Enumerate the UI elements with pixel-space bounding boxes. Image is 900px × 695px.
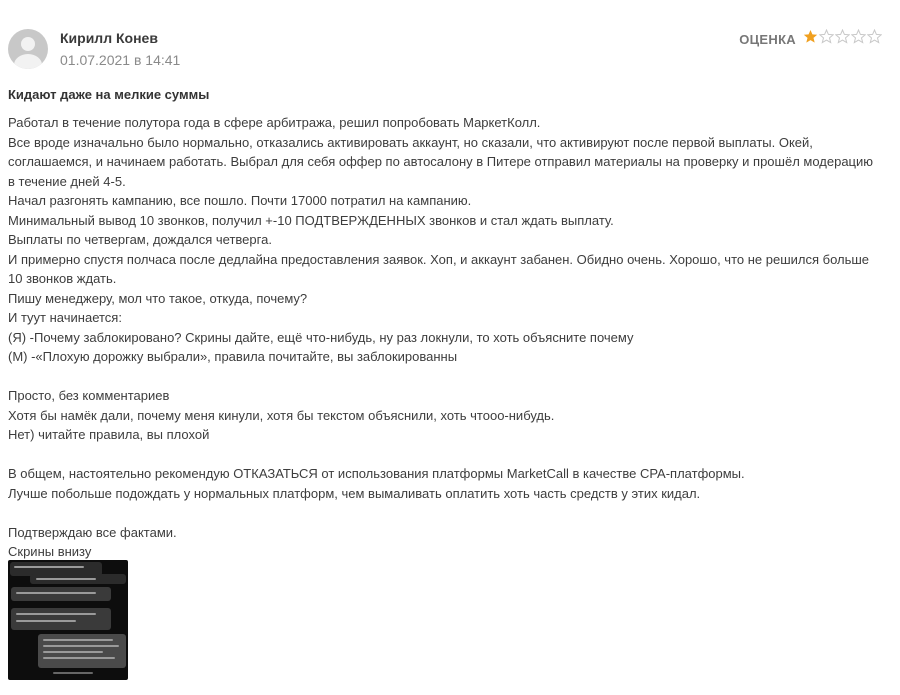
review-paragraph: Начал разгонять кампанию, все пошло. Почти 17000 потратил на кампанию. (8, 193, 472, 208)
review-paragraph: Работал в течение полутора года в сфере арбитража, решил попробовать МаркетКолл. (8, 115, 541, 130)
user-avatar-icon[interactable] (8, 29, 48, 69)
rating-stars (802, 29, 882, 49)
star-empty-icon (867, 29, 882, 44)
review-paragraph: Хотя бы намёк дали, почему меня кинули, хотя бы текстом объяснили, хоть чтооо-нибудь. (8, 407, 555, 423)
review-date: 01.07.2021 в 14:41 (60, 52, 181, 68)
review-text (8, 113, 883, 562)
author-name[interactable]: Кирилл Конев (60, 30, 158, 46)
review-paragraph: В общем, настоятельно рекомендую ОТКАЗАТЬСЯ от использования платформы MarketCall в качестве CPA-платформы. (8, 466, 745, 481)
review-paragraph: Подтверждаю все фактами. (8, 524, 177, 540)
review-paragraph: Лучше побольше подождать у нормальных платформ, чем вымаливать оплатить хоть часть средств у этих кидал. (8, 485, 701, 501)
review-paragraph: Выплаты по четвергам, дождался четверга. (8, 232, 272, 247)
review-paragraph: (М) -«Плохую дорожку выбрали», правила почитайте, вы заблокированны (8, 349, 458, 364)
screenshot-thumbnail[interactable] (8, 560, 128, 680)
review-title: Кидают даже на мелкие суммы (8, 87, 210, 102)
review-paragraph: Просто, без комментариев (8, 388, 170, 403)
paragraph-gap (8, 367, 883, 387)
paragraph-gap (8, 445, 883, 465)
rating-label: ОЦЕНКА (739, 31, 796, 47)
review-paragraph: Нет) читайте правила, вы плохой (8, 427, 210, 442)
review-paragraph: (Я) -Почему заблокировано? Скрины дайте, ещё что-нибудь, ну раз локнули, то хоть объясните почему (8, 329, 634, 345)
star-empty-icon (819, 29, 834, 44)
star-filled-icon (803, 29, 818, 44)
review-paragraph: И туут начинается: (8, 310, 122, 325)
star-empty-icon (835, 29, 850, 44)
paragraph-gap (8, 503, 883, 523)
review-paragraph: Скрины внизу (8, 544, 92, 559)
review-paragraph: Пишу менеджеру, мол что такое, откуда, почему? (8, 290, 308, 306)
star-empty-icon (851, 29, 866, 44)
review-paragraph: И примерно спустя полчаса после дедлайна предоставления заявок. Хоп, и аккаунт забанен. Обидно очень. Хорошо, что не решился больше 10 звонков ждать. (8, 251, 870, 286)
review-paragraph: Все вроде изначально было нормально, отказались активировать аккаунт, но сказали, что активируют после первой выплаты. Окей, соглашаемся, и начинаем работать. Выбрал для себя оффер по автосалону в Питере отправил материалы на проверку и прошёл модерацию в течение дней 4-5. (8, 134, 874, 189)
review-paragraph: Минимальный вывод 10 звонков, получил +-10 ПОДТВЕРЖДЕННЫХ звонков и стал ждать выплату. (8, 212, 614, 228)
rating (739, 29, 882, 49)
